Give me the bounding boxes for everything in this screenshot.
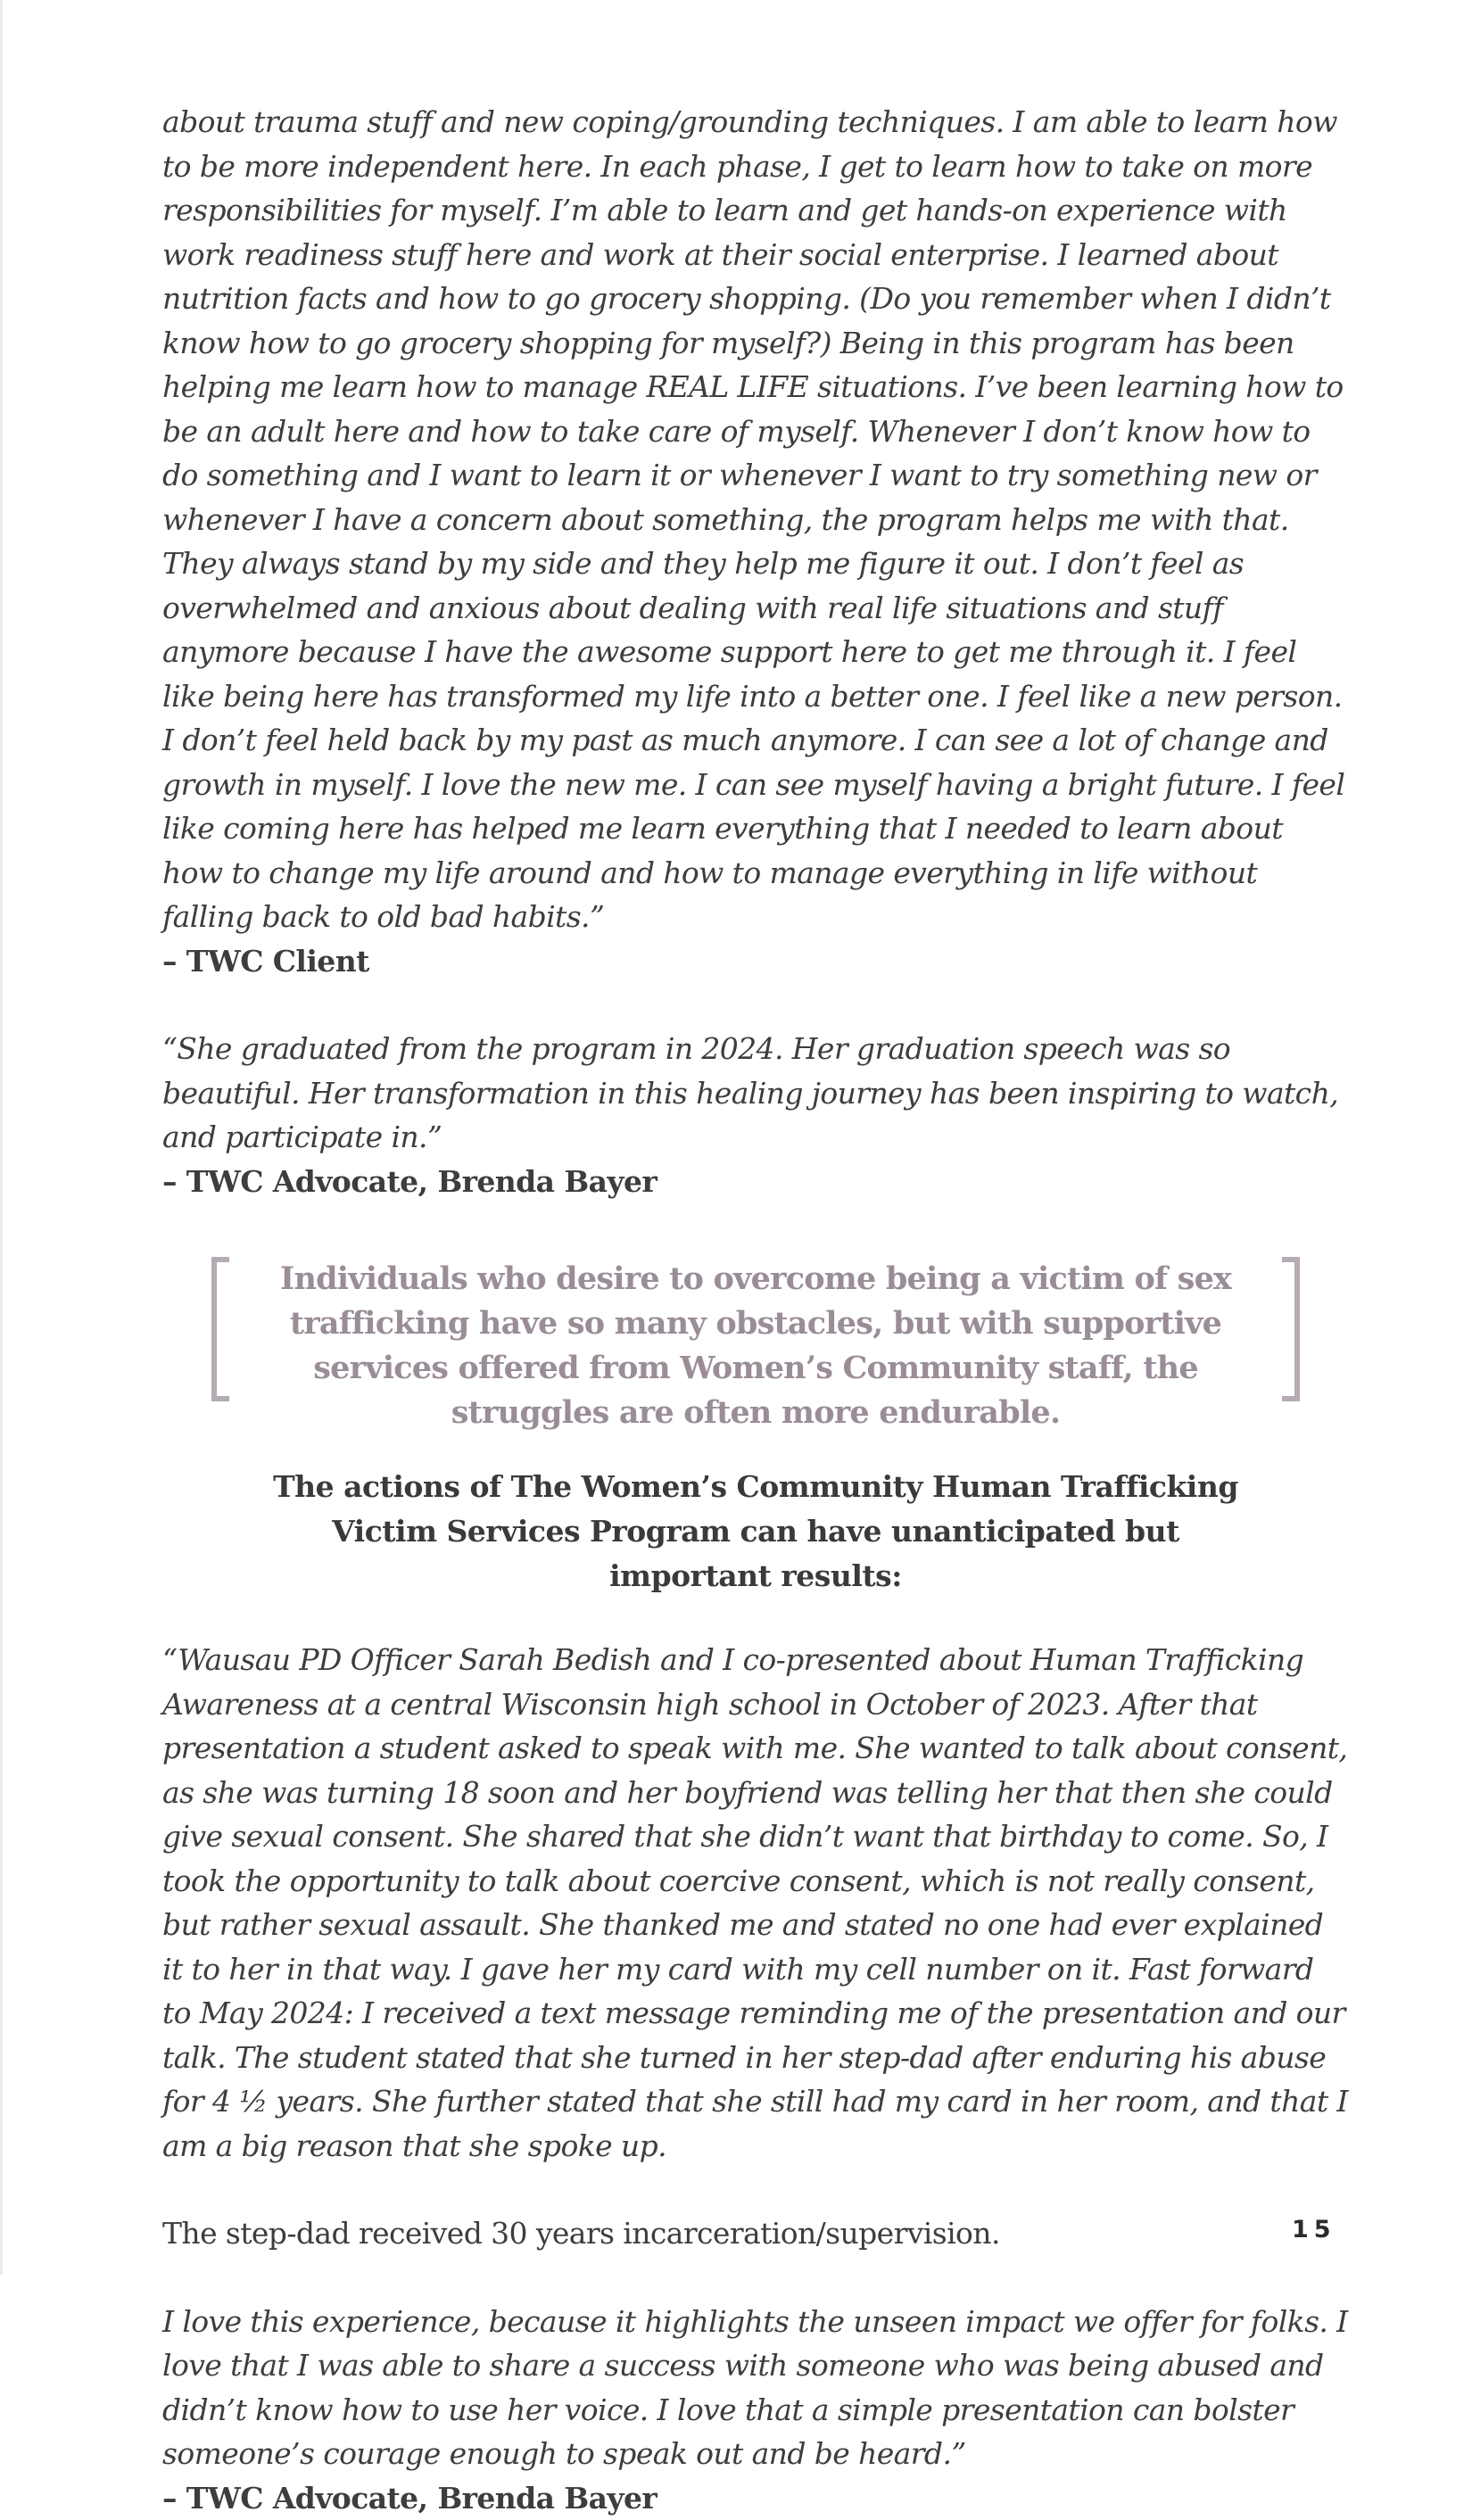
pull-quote — [211, 1257, 1300, 1400]
left-bracket-icon — [211, 1257, 229, 1401]
client-testimonial-attribution: – TWC Client — [162, 939, 1349, 984]
advocate-story-paragraph-3: I love this experience, because it highlights the unseen impact we offer for folks. I love that I was able to share a success with someone who was being abused and didn’t know how to use her voice. I love that a simple presentation can bolster someone’s courage enough to speak out and be heard.” — [162, 2300, 1349, 2476]
advocate-story-attribution: – TWC Advocate, Brenda Bayer — [162, 2476, 1349, 2520]
client-testimonial-text: about trauma stuff and new coping/grounding techniques. I am able to learn how to be more independent here. In each phase, I get to learn how to take on more responsibilities for myself. I’m able to learn and get hands-on experience with work readiness stuff here and work at their social enterprise. I learned about nutrition facts and how to go grocery shopping. (Do you remember when I didn’t know how to go grocery shopping for myself?) Being in this program has been helping me learn how to manage REAL LIFE situations. I’ve been learning how to be an adult here and how to take care of myself. Whenever I don’t know how to do something and I want to learn it or whenever I want to try something new or whenever I have a concern about something, the program helps me with that. They always stand by my side and they help me figure it out. I don’t feel as overwhelmed and anxious about dealing with real life situations and stuff anymore because I have the awesome support here to get me through it. I feel like being here has transformed my life into a better one. I feel like a new person. I don’t feel held back by my past as much anymore. I can see a lot of change and growth in myself. I love the new me. I can see myself having a bright future. I feel like coming here has helped me learn everything that I needed to learn about how to change my life around and how to manage everything in life without falling back to old bad habits.” — [162, 100, 1349, 939]
advocate-story-paragraph-1: “Wausau PD Officer Sarah Bedish and I co-presented about Human Trafficking Awareness at a central Wisconsin high school in October of 2023. After that presentation a student asked to speak with me. She wanted to talk about consent, as she was turning 18 soon and her boyfriend was telling her that then she could give sexual consent. She shared that she didn’t want that birthday to come. So, I took the opportunity to talk about coercive consent, which is not really consent, but rather sexual assault. She thanked me and stated no one had ever explained it to her in that way. I gave her my card with my cell number on it. Fast forward to May 2024: I received a text message reminding me of the presentation and our talk. The student stated that she turned in her step-dad after enduring his abuse for 4 ½ years. She further stated that she still had my card in her room, and that I am a big reason that she spoke up. — [162, 1638, 1349, 2168]
right-bracket-icon — [1282, 1257, 1300, 1401]
page-edge — [0, 0, 3, 2275]
advocate-quote-text: “She graduated from the program in 2024. Her graduation speech was so beautiful. Her transformation in this healing journey has been inspiring to watch, and participate in.” — [162, 1027, 1349, 1160]
pull-quote-text: Individuals who desire to overcome being a victim of sex trafficking have so many obstacles, but with supportive services offered from Women’s Community staff, the struggles are often more endurable. — [242, 1257, 1269, 1435]
advocate-quote-attribution: – TWC Advocate, Brenda Bayer — [162, 1160, 1349, 1204]
page-number: 15 — [1292, 2216, 1336, 2243]
page-body — [162, 100, 1349, 2520]
section-heading: The actions of The Women’s Community Human Trafficking Victim Services Program can have unanticipated but important results: — [252, 1465, 1260, 1599]
advocate-story-paragraph-2: The step-dad received 30 years incarceration/supervision. — [162, 2211, 1349, 2256]
